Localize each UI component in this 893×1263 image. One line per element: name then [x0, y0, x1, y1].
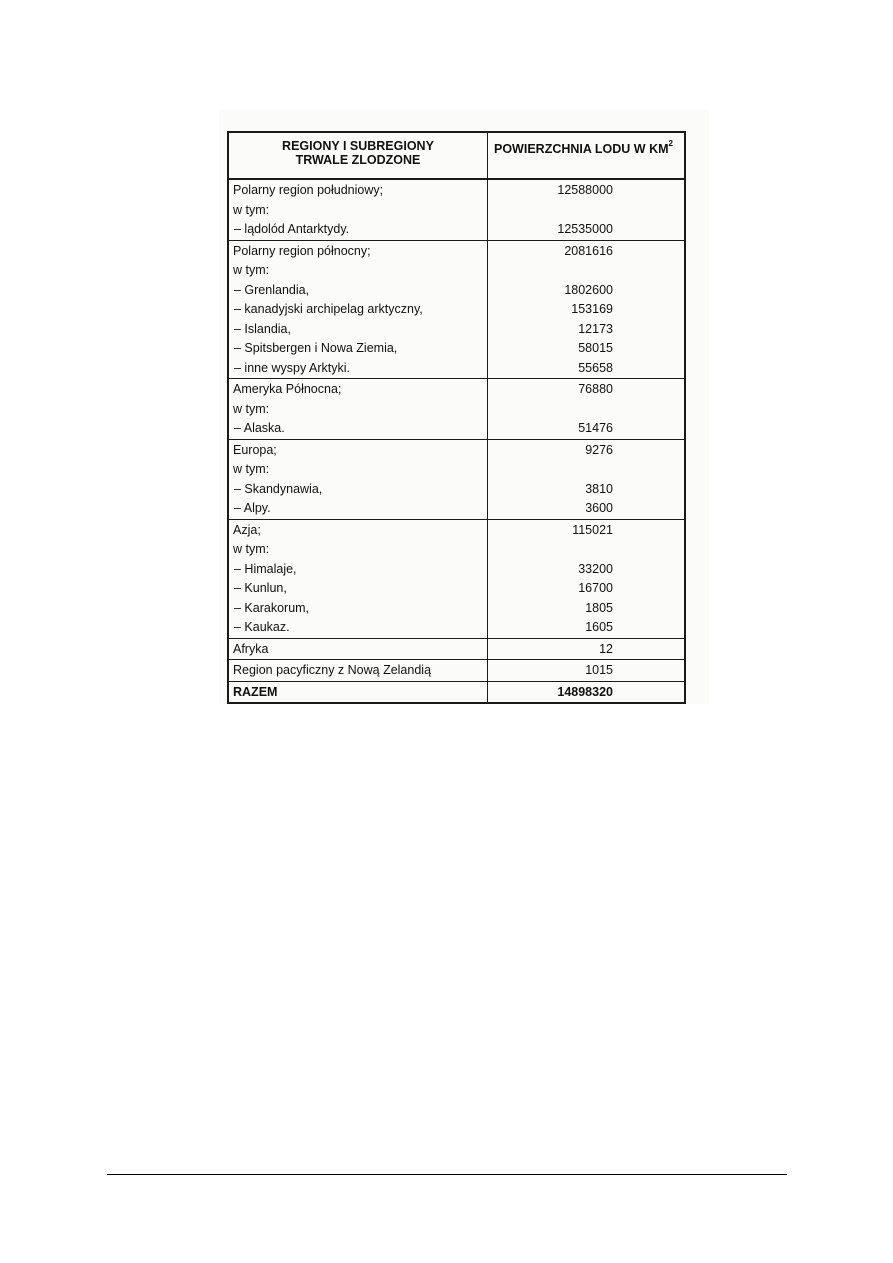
subregion-row	[228, 300, 685, 320]
scanned-table-image	[219, 110, 709, 704]
subregion-row	[228, 560, 685, 580]
region-name-cell: w tym:	[228, 400, 488, 420]
region-name-cell: Polarny region północny;	[228, 240, 488, 261]
ice-area-value-cell: 12	[488, 638, 686, 660]
subregion-row	[228, 419, 685, 439]
region-name-cell: – Skandynawia,	[228, 480, 488, 500]
region-name-cell: – Kunlun,	[228, 579, 488, 599]
region-name-cell: Europa;	[228, 439, 488, 460]
ice-area-value-cell	[488, 460, 686, 480]
region-name-cell: Azja;	[228, 519, 488, 540]
region-name-cell: – Alpy.	[228, 499, 488, 519]
region-name-cell: w tym:	[228, 201, 488, 221]
region-name-cell: – Kaukaz.	[228, 618, 488, 638]
subregion-row	[228, 579, 685, 599]
region-name-cell: Ameryka Północna;	[228, 379, 488, 400]
header-regions-line1: REGIONY I SUBREGIONY	[282, 139, 434, 153]
subregion-row	[228, 220, 685, 240]
header-ice-area-text: POWIERZCHNIA LODU W KM	[494, 142, 669, 157]
ice-area-table	[227, 131, 686, 704]
subregion-row	[228, 618, 685, 638]
region-name-cell: – kanadyjski archipelag arktyczny,	[228, 300, 488, 320]
footer-rule	[107, 1174, 787, 1175]
subregion-row	[228, 281, 685, 301]
subregion-row	[228, 359, 685, 379]
region-name-cell: w tym:	[228, 460, 488, 480]
ice-area-value-cell	[488, 540, 686, 560]
region-name-cell: – Grenlandia,	[228, 281, 488, 301]
header-ice-area	[488, 132, 686, 179]
region-name-cell: – Alaska.	[228, 419, 488, 439]
ice-area-value-cell: 55658	[488, 359, 686, 379]
group-row	[228, 179, 685, 201]
w-tym-row	[228, 400, 685, 420]
ice-area-value-cell: 14898320	[488, 681, 686, 703]
ice-area-value-cell	[488, 400, 686, 420]
ice-area-value-cell: 12535000	[488, 220, 686, 240]
region-name-cell: – Islandia,	[228, 320, 488, 340]
subregion-row	[228, 599, 685, 619]
region-name-cell: w tym:	[228, 261, 488, 281]
w-tym-row	[228, 261, 685, 281]
single-region-row	[228, 638, 685, 660]
ice-area-value-cell: 115021	[488, 519, 686, 540]
ice-area-value-cell: 51476	[488, 419, 686, 439]
region-name-cell: – lądolód Antarktydy.	[228, 220, 488, 240]
group-row	[228, 379, 685, 400]
header-ice-area-superscript: 2	[668, 139, 673, 148]
region-name-cell: Region pacyficzny z Nową Zelandią	[228, 660, 488, 682]
region-name-cell: – Karakorum,	[228, 599, 488, 619]
subregion-row	[228, 320, 685, 340]
ice-area-value-cell: 3600	[488, 499, 686, 519]
region-name-cell: – inne wyspy Arktyki.	[228, 359, 488, 379]
ice-area-value-cell: 58015	[488, 339, 686, 359]
region-name-cell: Polarny region południowy;	[228, 179, 488, 201]
table-body	[228, 179, 685, 703]
ice-area-value-cell: 16700	[488, 579, 686, 599]
ice-area-value-cell: 33200	[488, 560, 686, 580]
ice-area-value-cell	[488, 201, 686, 221]
subregion-row	[228, 480, 685, 500]
region-name-cell: – Himalaje,	[228, 560, 488, 580]
ice-area-value-cell	[488, 261, 686, 281]
ice-area-value-cell: 1605	[488, 618, 686, 638]
subregion-row	[228, 339, 685, 359]
group-row	[228, 519, 685, 540]
region-name-cell: RAZEM	[228, 681, 488, 703]
ice-area-value-cell: 153169	[488, 300, 686, 320]
table-header-row	[228, 132, 685, 179]
header-regions-line2: TRWALE ZLODZONE	[295, 153, 421, 167]
ice-area-value-cell: 12588000	[488, 179, 686, 201]
w-tym-row	[228, 201, 685, 221]
header-regions	[228, 132, 488, 179]
ice-area-value-cell: 1802600	[488, 281, 686, 301]
region-name-cell: Afryka	[228, 638, 488, 660]
single-region-row	[228, 660, 685, 682]
group-row	[228, 240, 685, 261]
ice-area-value-cell: 76880	[488, 379, 686, 400]
ice-area-value-cell: 1015	[488, 660, 686, 682]
ice-area-value-cell: 2081616	[488, 240, 686, 261]
ice-area-value-cell: 1805	[488, 599, 686, 619]
ice-area-value-cell: 3810	[488, 480, 686, 500]
total-row	[228, 681, 685, 703]
region-name-cell: w tym:	[228, 540, 488, 560]
subregion-row	[228, 499, 685, 519]
w-tym-row	[228, 460, 685, 480]
w-tym-row	[228, 540, 685, 560]
ice-area-value-cell: 12173	[488, 320, 686, 340]
ice-area-value-cell: 9276	[488, 439, 686, 460]
region-name-cell: – Spitsbergen i Nowa Ziemia,	[228, 339, 488, 359]
group-row	[228, 439, 685, 460]
